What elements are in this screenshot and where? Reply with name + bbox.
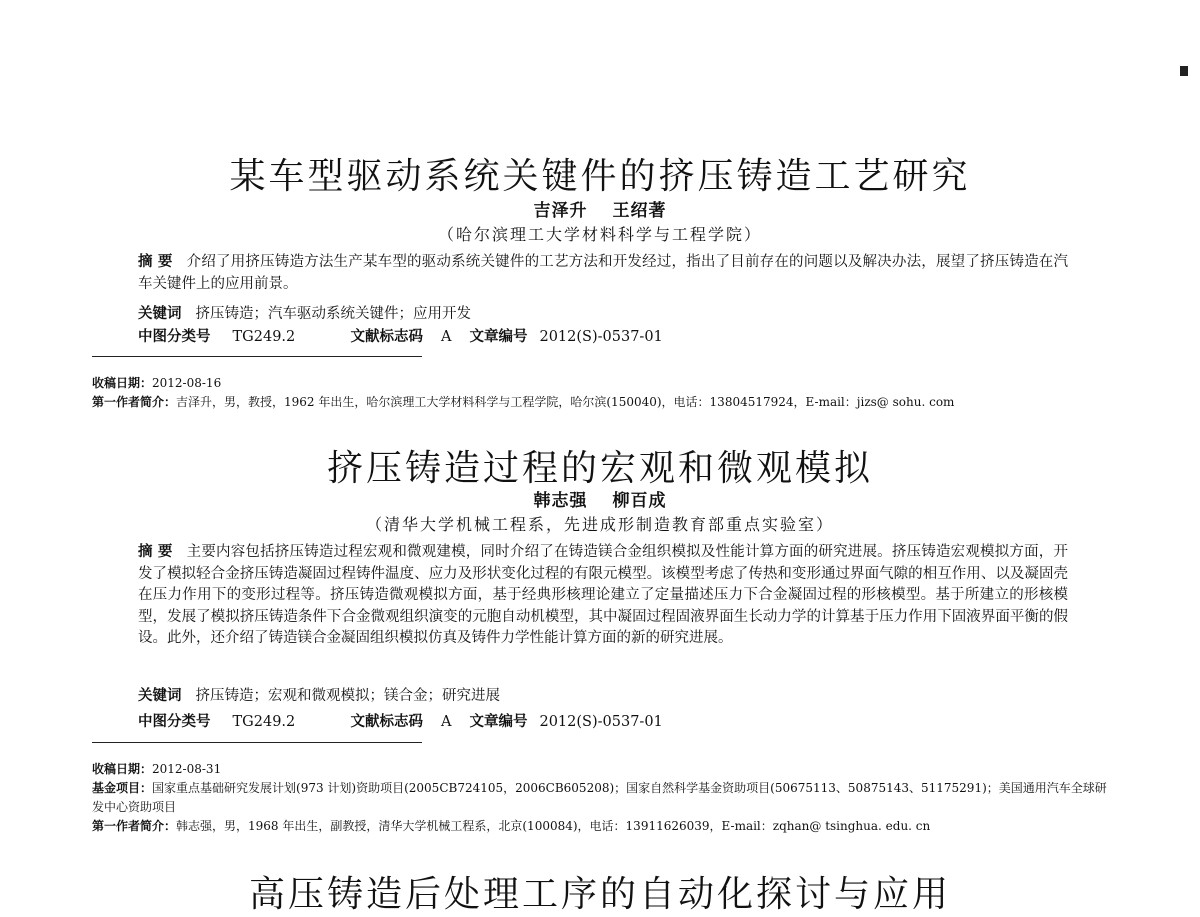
article-1-abstract — [138, 252, 1068, 295]
fund-info: 国家重点基础研究发展计划(973 计划)资助项目(2005CB724105，2006CB605208)；国家自然科学基金资助项目(50675113、50875143、51175291)；美国通用汽车全球研发中心资助项目 — [92, 781, 1107, 814]
keywords-text: 挤压铸造；宏观和微观模拟；镁合金；研究进展 — [195, 688, 500, 704]
article-2-title: 挤压铸造过程的宏观和微观模拟 — [326, 448, 873, 489]
keywords-label: 关键词 — [138, 306, 182, 322]
article-2-affiliation: （清华大学机械工程系，先进成形制造教育部重点实验室） — [365, 515, 834, 534]
keywords-text: 挤压铸造；汽车驱动系统关键件；应用开发 — [195, 306, 471, 322]
separator-line — [92, 742, 422, 743]
separator-line — [92, 356, 422, 357]
article-no-label: 文章编号 — [469, 329, 528, 345]
abstract-text: 介绍了用挤压铸造方法生产某车型的驱动系统关键件的工艺方法和开发经过，指出了目前存在的问题以及解决办法，展望了挤压铸造在汽车关键件上的应用前景。 — [138, 254, 1068, 292]
article-1-title: 某车型驱动系统关键件的挤压铸造工艺研究 — [229, 156, 971, 197]
received-label: 收稿日期： — [92, 762, 153, 776]
abstract-text: 主要内容包括挤压铸造过程宏观和微观建模，同时介绍了在铸造镁合金组织模拟及性能计算方面的研究进展。挤压铸造宏观模拟方面，开发了模拟轻合金挤压铸造凝固过程铸件温度、应力及形状变化过程的有限元模型。该模型考虑了传热和变形通过界面气隙的相互作用、以及凝固壳在压力作用下的变形过程等。挤压铸造微观模拟方面，基于经典形核理论建立了定量描述压力下合金凝固过程的形核模型。基于所建立的形核模型，发展了模拟挤压铸造条件下合金微观组织演变的元胞自动机模型，其中凝固过程固液界面生长动力学的计算基于压力作用下固液界面平衡的假设。此外，还介绍了铸造镁合金凝固组织模拟仿真及铸件力学性能计算方面的新的研究进展。 — [138, 544, 1068, 646]
article-1-classification — [138, 325, 663, 346]
article-no-value: 2012(S)-0537-01 — [539, 714, 663, 730]
received-label: 收稿日期： — [92, 376, 153, 390]
article-no-label: 文章编号 — [469, 714, 528, 730]
article-1-authors: 吉泽升 王绍著 — [533, 201, 667, 221]
article-1-keywords — [138, 302, 471, 323]
abstract-label: 摘 要 — [138, 254, 173, 270]
class-value: TG249.2 — [232, 714, 296, 730]
abstract-label: 摘 要 — [138, 544, 173, 560]
class-label: 中图分类号 — [138, 329, 211, 345]
doc-code-label: 文献标志码 — [350, 714, 423, 730]
corner-mark — [1180, 66, 1188, 76]
article-2-classification — [138, 710, 663, 731]
article-2-authors: 韩志强 柳百成 — [533, 491, 667, 511]
received-date: 2012-08-31 — [152, 762, 222, 776]
doc-code-value: A — [441, 329, 452, 345]
class-value: TG249.2 — [232, 329, 296, 345]
class-label: 中图分类号 — [138, 714, 211, 730]
first-author-label: 第一作者简介： — [92, 819, 177, 833]
article-2-footnotes — [92, 760, 1112, 836]
doc-code-label: 文献标志码 — [350, 329, 423, 345]
article-1-affiliation: （哈尔滨理工大学材料科学与工程学院） — [437, 225, 762, 244]
first-author-info: 吉泽升，男，教授，1962 年出生，哈尔滨理工大学材料科学与工程学院，哈尔滨(150040)，电话：13804517924，E-mail：jizs@ sohu. com — [176, 395, 955, 409]
doc-code-value: A — [441, 714, 452, 730]
first-author-info: 韩志强，男，1968 年出生，副教授，清华大学机械工程系，北京(100084)，电话：13911626039，E-mail：zqhan@ tsinghua. edu. cn — [176, 819, 931, 833]
first-author-label: 第一作者简介： — [92, 395, 177, 409]
received-date: 2012-08-16 — [152, 376, 222, 390]
article-1-footnotes — [92, 374, 1112, 412]
article-no-value: 2012(S)-0537-01 — [539, 329, 663, 345]
article-2-keywords — [138, 684, 500, 705]
fund-label: 基金项目： — [92, 781, 153, 795]
article-2-abstract — [138, 542, 1068, 650]
next-article-title: 高压铸造后处理工序的自动化探讨与应用 — [248, 874, 951, 915]
keywords-label: 关键词 — [138, 688, 182, 704]
